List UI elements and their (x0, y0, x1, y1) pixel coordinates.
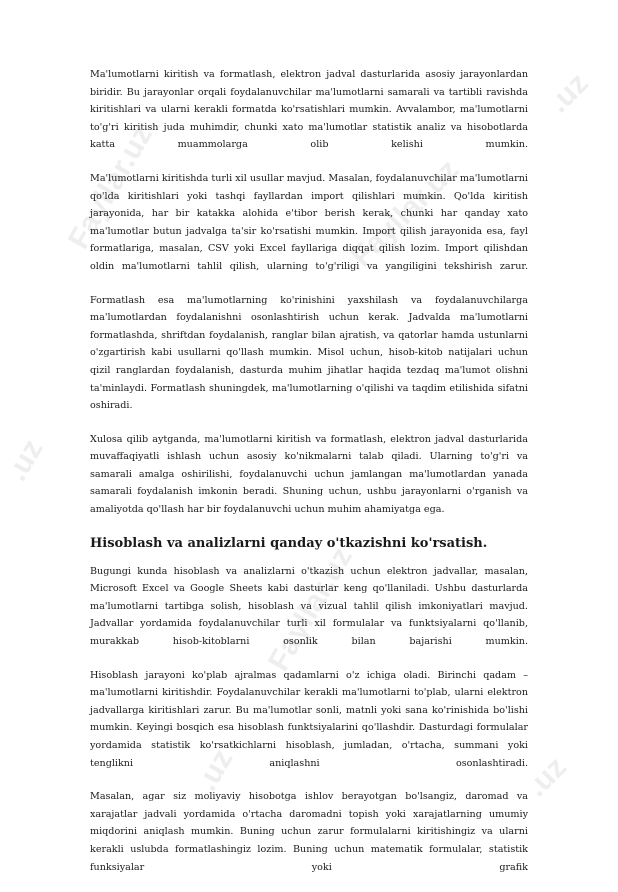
paragraph: Hisoblash jarayoni ko'plab ajralmas qadamlarni o'z ichiga oladi. Birinchi qadam – ma'lumotlarni kiritishdir. Foydalanuvchilar kerakli ma'lumotlarni to'plab, ularni elektron jadvallarga kiritishlari zarur. Bu ma'lumotlar sonli, matnli yoki sana ko'rinishida bo'lishi mumkin. Keyingi bosqich esa hisoblash funktsiyalarini qo'llashdir. Dasturdagi formulalar yordamida statistik ko'rsatkichlarni hisoblash, jumladan, o'rtacha, summani yoki tenglikni aniqlashni osonlashtiradi. (90, 669, 528, 769)
paragraph: Ma'lumotlarni kiritishda turli xil usullar mavjud. Masalan, foydalanuvchilar ma'lumotlarni qo'lda kiritishlari yoki tashqi fayllardan import qilishlari mumkin. Qo'lda kiritish jarayonida, har bir katakka alohida e'tibor berish kerak, chunki har qanday xato ma'lumotlar butun jadvalga ta'sir ko'rsatishi mumkin. Import qilish jarayonida esa, fayl formatlariga, masalan, CSV yoki Excel fayllariga diqqat qilish lozim. Import qilishdan oldin ma'lumotlarni tahlil qilish, ularning to'g'riligi va yangiligini tekshirish zarur. (90, 172, 528, 272)
watermark: .uz (190, 743, 240, 797)
paragraph: Formatlash esa ma'lumotlarning ko'rinishini yaxshilash va foydalanuvchilarga ma'lumotlardan foydalanishni osonlashtirish uchun kerak. Jadvalda ma'lumotlarni formatlashda, shriftdan foydalanish, ranglar bilan ajratish, va qatorlar hamda ustunlarni o'zgartirish kabi usullarni qo'llash mumkin. Misol uchun, hisob-kitob natijalari uchun qizil ranglardan foydalanish, dasturda muhim jihatlar haqida tezdaq ma'lumot olishni ta'minlaydi. Formatlash shuningdek, ma'lumotlarning o'qilishi va taqdim etilishida sifatni oshiradi. (90, 294, 528, 412)
watermark: .uz (520, 750, 573, 804)
paragraph: Bugungi kunda hisoblash va analizlarni o'tkazish uchun elektron jadvallar, masalan, Microsoft Excel va Google Sheets kabi dasturlar keng qo'llaniladi. Ushbu dasturlarda ma'lumotlarni tartibga solish, hisoblash va vizual tahlil qilish imkoniyatlari mavjud. Jadvallar yordamida foydalanuvchilar turli xil formulalar va funktsiyalarni qo'llanib, murakkab hisob-kitoblarni osonlik bilan bajarishi mumkin. (90, 565, 528, 648)
section-heading: Hisoblash va analizlarni qanday o'tkazishni ko'rsatish. (90, 535, 488, 551)
document-page (90, 66, 528, 892)
watermark: .uz (542, 66, 595, 120)
watermark: Fayllar.uz (62, 119, 159, 255)
paragraph: Xulosa qilib aytganda, ma'lumotlarni kiritish va formatlash, elektron jadval dasturlarida muvaffaqiyatli ishlash uchun asosiy ko'nikmalarni talab qiladi. Ularning to'g'ri va samarali amalga oshirilishi, foydalanuvchi uchun jamlangan ma'lumotlardan yanada samarali foydalanish imkonin beradi. Shuning uchun, ushbu jarayonlarni o'rganish va amaliyotda qo'llash har bir foydalanuvchi uchun muhim ahamiyatga ega. (90, 433, 528, 516)
paragraph: Masalan, agar siz moliyaviy hisobotga ishlov berayotgan bo'lsangiz, daromad va xarajatlar jadvali yordamida o'rtacha daromadni topish yoki xarajatlarning umumiy miqdorini aniqlash mumkin. Buning uchun zarur formulalarni kiritishingiz va ularni kerakli uslubda formatlashingiz lozim. Buning uchun matematik formulalar, statistik funksiyalar yoki grafik (90, 791, 528, 873)
watermark: Fayllar.uz (345, 153, 466, 274)
watermark: .uz (0, 433, 50, 487)
paragraph: Ma'lumotlarni kiritish va formatlash, elektron jadval dasturlarida asosiy jarayonlardan biridir. Bu jarayonlar orqali foydalanuvchilar ma'lumotlarni samarali va tartibli ravishda kiritishlari va ularni kerakli formatda ko'rsatishlari mumkin. Avvalambor, ma'lumotlarni to'g'ri kiritish juda muhimdir, chunki xato ma'lumotlar statistik analiz va hisobotlarda katta muammolarga olib kelishi mumkin. (90, 69, 528, 151)
watermark: Fayllar.uz (262, 541, 359, 677)
